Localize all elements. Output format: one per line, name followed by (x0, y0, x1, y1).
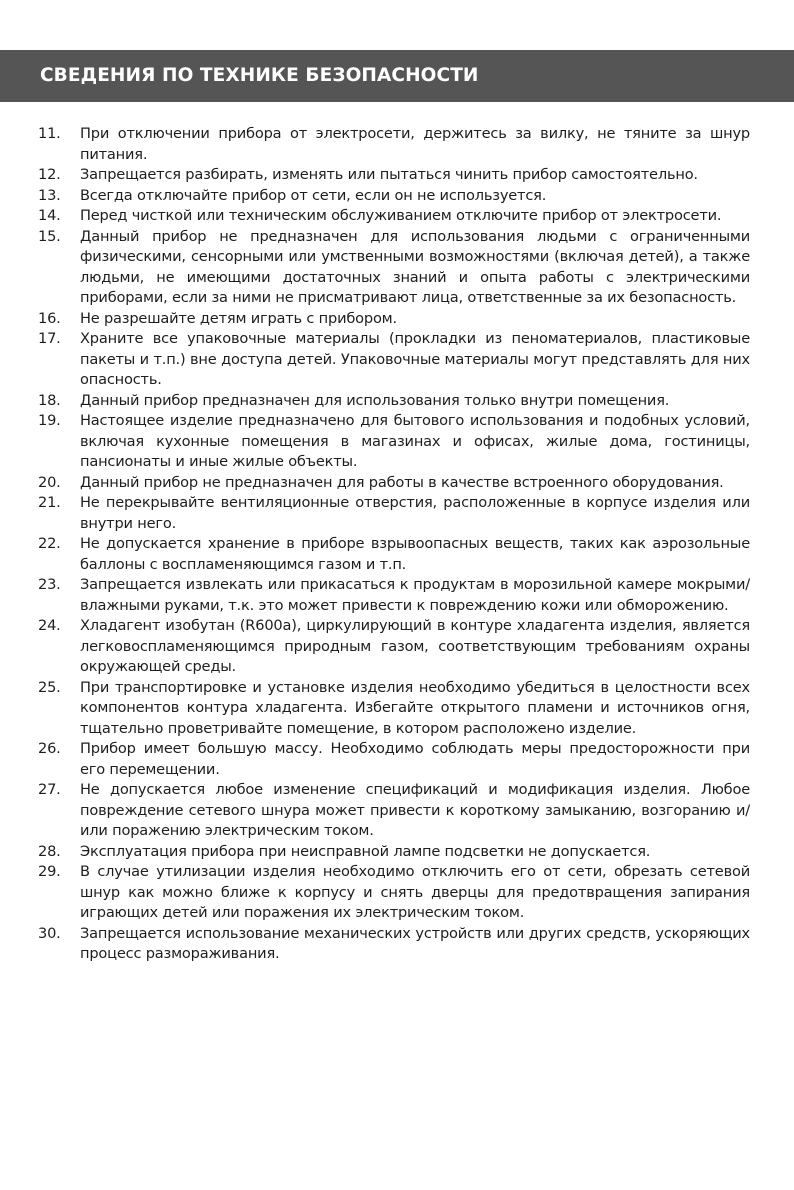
section-header-band (0, 50, 794, 102)
item-text: Запрещается использование механических устройств или других средств, ускоряющих процесс размораживания. (80, 924, 750, 962)
list-item (38, 493, 750, 534)
item-text: В случае утилизации изделия необходимо отключить его от сети, обрезать сетевой шнур как можно ближе к корпусу и снять дверцы для предотвращения запирания играющих детей или поражения их электрическим током. (80, 863, 750, 921)
safety-instructions-list (38, 124, 750, 965)
list-item (38, 206, 750, 227)
item-text: Перед чисткой или техническим обслуживанием отключите прибор от электросети. (80, 207, 722, 224)
item-text: Настоящее изделие предназначено для бытового использования и подобных условий, включая кухонные помещения в магазинах и офисах, жилые дома, гостиницы, пансионаты и иные жилые объекты. (80, 412, 750, 470)
item-text: Не допускается хранение в приборе взрывоопасных веществ, таких как аэрозольные баллоны с воспламеняющимся газом и т.п. (80, 535, 750, 573)
section-title: СВЕДЕНИЯ ПО ТЕХНИКЕ БЕЗОПАСНОСТИ (40, 65, 479, 86)
item-number: 15. (38, 227, 61, 245)
item-number: 18. (38, 391, 61, 409)
item-text: Не перекрывайте вентиляционные отверстия, расположенные в корпусе изделия или внутри него. (80, 494, 750, 532)
list-item (38, 186, 750, 207)
item-number: 28. (38, 842, 61, 860)
list-item (38, 309, 750, 330)
list-item (38, 842, 750, 863)
list-item (38, 739, 750, 780)
item-text: Прибор имеет большую массу. Необходимо соблюдать меры предосторожности при его перемещении. (80, 740, 750, 778)
item-number: 11. (38, 125, 61, 142)
list-item (38, 678, 750, 740)
item-text: Всегда отключайте прибор от сети, если он не используется. (80, 186, 547, 204)
item-text: Не допускается любое изменение спецификаций и модификация изделия. Любое повреждение сетевого шнура может привести к короткому замыканию, возгоранию и/или поражению электрическим током. (80, 781, 750, 839)
item-text: Данный прибор не предназначен для использования людьми с ограниченными физическими, сенсорными или умственными возможностями (включая детей), а также людьми, не имеющими достаточных знаний и опыта работы с электрическими приборами, если за ними не присматривают лица, ответственные за их безопасность. (80, 227, 750, 306)
item-text: Запрещается разбирать, изменять или пытаться чинить прибор самостоятельно. (80, 166, 698, 183)
item-number: 17. (38, 330, 61, 347)
list-item (38, 411, 750, 473)
item-number: 24. (38, 617, 61, 634)
item-number: 21. (38, 494, 61, 511)
item-number: 29. (38, 863, 61, 880)
item-number: 25. (38, 678, 61, 696)
item-text: Данный прибор не предназначен для работы в качестве встроенного оборудования. (80, 473, 724, 491)
list-item (38, 165, 750, 186)
item-text: Не разрешайте детям играть с прибором. (80, 309, 397, 327)
item-text: Хладагент изобутан (R600a), циркулирующий в контуре хладагента изделия, является легковоспламеняющимся природным газом, соответствующим требованиям охраны окружающей среды. (80, 617, 750, 675)
item-number: 27. (38, 781, 61, 798)
list-item (38, 616, 750, 678)
list-item (38, 473, 750, 494)
item-number: 16. (38, 309, 61, 327)
list-item (38, 124, 750, 165)
list-item (38, 780, 750, 842)
list-item (38, 924, 750, 965)
list-item (38, 391, 750, 412)
item-text: При отключении прибора от электросети, держитесь за вилку, не тяните за шнур питания. (80, 125, 750, 163)
list-item (38, 227, 750, 309)
item-number: 26. (38, 740, 61, 757)
item-number: 13. (38, 186, 61, 204)
item-number: 20. (38, 473, 61, 491)
item-number: 12. (38, 166, 61, 183)
item-number: 22. (38, 535, 61, 552)
list-item (38, 329, 750, 391)
item-number: 14. (38, 207, 61, 224)
item-text: Запрещается извлекать или прикасаться к продуктам в морозильной камере мокрыми/влажными руками, т.к. это может привести к повреждению кожи или обморожению. (80, 576, 750, 614)
item-text: Эксплуатация прибора при неисправной лампе подсветки не допускается. (80, 842, 651, 860)
list-item (38, 534, 750, 575)
item-text: Данный прибор предназначен для использования только внутри помещения. (80, 391, 670, 409)
item-text: Храните все упаковочные материалы (прокладки из пеноматериалов, пластиковые пакеты и т.п.) вне доступа детей. Упаковочные материалы могут представлять для них опасность. (80, 330, 750, 388)
list-item (38, 575, 750, 616)
item-number: 23. (38, 576, 61, 593)
item-text: При транспортировке и установке изделия необходимо убедиться в целостности всех компонентов контура хладагента. Избегайте открытого пламени и источников огня, тщательно проветривайте помещение, в котором расположено изделие. (80, 678, 750, 737)
item-number: 19. (38, 412, 61, 429)
list-item (38, 862, 750, 924)
item-number: 30. (38, 924, 61, 942)
